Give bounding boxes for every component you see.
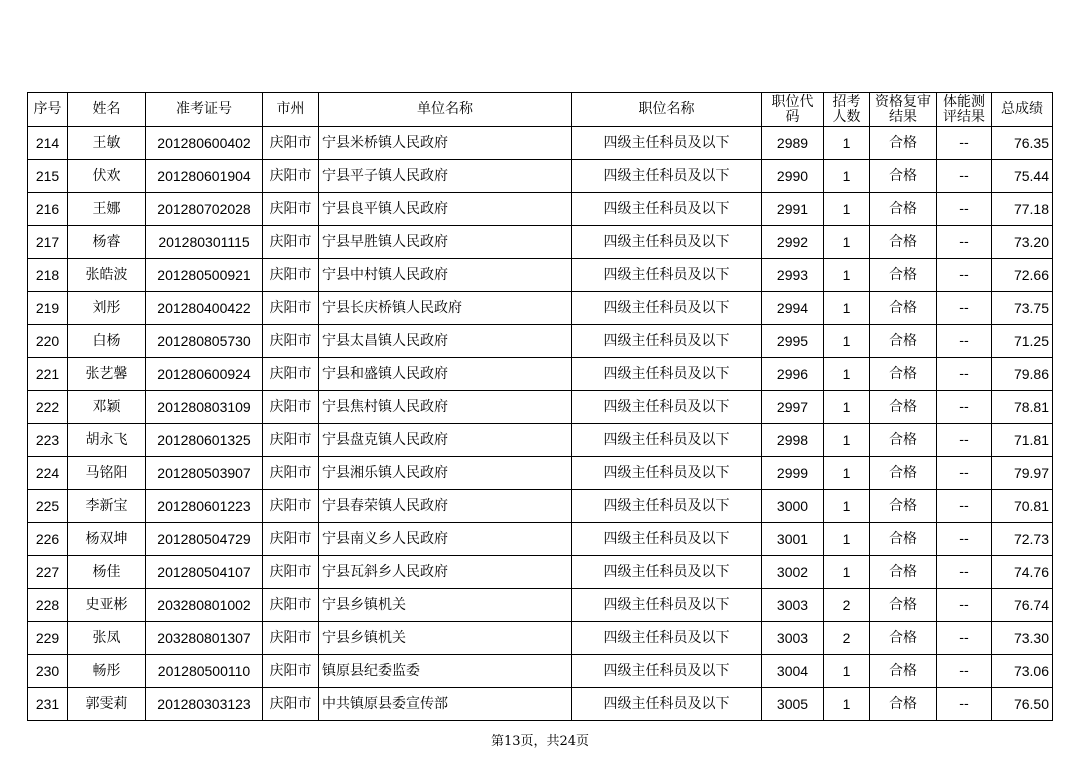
table-row [28, 622, 1053, 655]
cell-position-name: 四级主任科员及以下 [572, 292, 762, 325]
cell-position-name: 四级主任科员及以下 [572, 358, 762, 391]
cell-name: 张艺馨 [68, 358, 146, 391]
cell-fitness-result: -- [937, 523, 992, 556]
cell-unit-name: 中共镇原县委宣传部 [319, 688, 572, 721]
cell-fitness-result: -- [937, 193, 992, 226]
cell-city: 庆阳市 [263, 193, 319, 226]
cell-position-name: 四级主任科员及以下 [572, 160, 762, 193]
cell-fitness-result: -- [937, 127, 992, 160]
cell-total-score: 77.18 [992, 193, 1053, 226]
cell-unit-name: 宁县长庆桥镇人民政府 [319, 292, 572, 325]
cell-city: 庆阳市 [263, 391, 319, 424]
cell-name: 邓颖 [68, 391, 146, 424]
cell-qualification-result: 合格 [870, 589, 937, 622]
cell-fitness-result: -- [937, 589, 992, 622]
header-row [28, 93, 1053, 127]
cell-recruit-count: 1 [824, 490, 870, 523]
cell-exam-id: 201280805730 [146, 325, 263, 358]
col-header-seq: 序号 [28, 93, 68, 127]
cell-name: 胡永飞 [68, 424, 146, 457]
cell-unit-name: 宁县和盛镇人民政府 [319, 358, 572, 391]
cell-fitness-result: -- [937, 655, 992, 688]
cell-exam-id: 201280803109 [146, 391, 263, 424]
cell-exam-id: 201280303123 [146, 688, 263, 721]
cell-total-score: 73.30 [992, 622, 1053, 655]
table-row [28, 457, 1053, 490]
cell-unit-name: 镇原县纪委监委 [319, 655, 572, 688]
cell-city: 庆阳市 [263, 490, 319, 523]
cell-seq: 228 [28, 589, 68, 622]
cell-position-name: 四级主任科员及以下 [572, 127, 762, 160]
cell-name: 张凤 [68, 622, 146, 655]
cell-total-score: 71.25 [992, 325, 1053, 358]
table-row [28, 127, 1053, 160]
cell-position-name: 四级主任科员及以下 [572, 424, 762, 457]
cell-unit-name: 宁县乡镇机关 [319, 622, 572, 655]
cell-fitness-result: -- [937, 160, 992, 193]
cell-position-code: 3004 [762, 655, 824, 688]
cell-unit-name: 宁县中村镇人民政府 [319, 259, 572, 292]
cell-unit-name: 宁县春荣镇人民政府 [319, 490, 572, 523]
cell-city: 庆阳市 [263, 292, 319, 325]
table-row [28, 226, 1053, 259]
col-header-total-score: 总成绩 [992, 93, 1053, 127]
cell-position-code: 3000 [762, 490, 824, 523]
cell-unit-name: 宁县瓦斜乡人民政府 [319, 556, 572, 589]
cell-exam-id: 201280600924 [146, 358, 263, 391]
cell-seq: 227 [28, 556, 68, 589]
table-body [28, 127, 1053, 721]
cell-exam-id: 203280801002 [146, 589, 263, 622]
col-header-position-code: 职位代码 [762, 93, 824, 127]
cell-name: 马铭阳 [68, 457, 146, 490]
cell-total-score: 73.06 [992, 655, 1053, 688]
cell-position-name: 四级主任科员及以下 [572, 622, 762, 655]
cell-exam-id: 201280400422 [146, 292, 263, 325]
cell-total-score: 76.74 [992, 589, 1053, 622]
cell-total-score: 70.81 [992, 490, 1053, 523]
cell-unit-name: 宁县良平镇人民政府 [319, 193, 572, 226]
cell-position-name: 四级主任科员及以下 [572, 259, 762, 292]
cell-position-code: 2989 [762, 127, 824, 160]
cell-seq: 217 [28, 226, 68, 259]
cell-name: 王娜 [68, 193, 146, 226]
cell-position-name: 四级主任科员及以下 [572, 688, 762, 721]
cell-city: 庆阳市 [263, 589, 319, 622]
cell-seq: 220 [28, 325, 68, 358]
cell-qualification-result: 合格 [870, 259, 937, 292]
cell-seq: 226 [28, 523, 68, 556]
cell-fitness-result: -- [937, 259, 992, 292]
cell-unit-name: 宁县南义乡人民政府 [319, 523, 572, 556]
col-header-position-name: 职位名称 [572, 93, 762, 127]
cell-position-code: 3005 [762, 688, 824, 721]
cell-total-score: 73.75 [992, 292, 1053, 325]
cell-unit-name: 宁县太昌镇人民政府 [319, 325, 572, 358]
cell-exam-id: 201280500110 [146, 655, 263, 688]
cell-city: 庆阳市 [263, 259, 319, 292]
cell-name: 杨佳 [68, 556, 146, 589]
cell-position-code: 3002 [762, 556, 824, 589]
cell-recruit-count: 1 [824, 556, 870, 589]
cell-position-code: 2994 [762, 292, 824, 325]
cell-name: 刘彤 [68, 292, 146, 325]
col-header-city: 市州 [263, 93, 319, 127]
cell-city: 庆阳市 [263, 424, 319, 457]
col-header-fitness-result: 体能测评结果 [937, 93, 992, 127]
cell-total-score: 76.50 [992, 688, 1053, 721]
cell-unit-name: 宁县米桥镇人民政府 [319, 127, 572, 160]
cell-seq: 214 [28, 127, 68, 160]
cell-recruit-count: 1 [824, 523, 870, 556]
cell-seq: 216 [28, 193, 68, 226]
col-header-exam-id: 准考证号 [146, 93, 263, 127]
cell-total-score: 72.66 [992, 259, 1053, 292]
cell-recruit-count: 1 [824, 655, 870, 688]
cell-position-name: 四级主任科员及以下 [572, 226, 762, 259]
page-footer: 第13页，共24页 [490, 734, 590, 749]
cell-qualification-result: 合格 [870, 292, 937, 325]
col-header-unit-name: 单位名称 [319, 93, 572, 127]
cell-fitness-result: -- [937, 457, 992, 490]
cell-qualification-result: 合格 [870, 424, 937, 457]
cell-city: 庆阳市 [263, 457, 319, 490]
cell-qualification-result: 合格 [870, 127, 937, 160]
cell-total-score: 79.97 [992, 457, 1053, 490]
cell-recruit-count: 1 [824, 259, 870, 292]
cell-recruit-count: 2 [824, 622, 870, 655]
table-row [28, 490, 1053, 523]
cell-name: 杨睿 [68, 226, 146, 259]
cell-fitness-result: -- [937, 226, 992, 259]
table-row [28, 556, 1053, 589]
cell-recruit-count: 2 [824, 589, 870, 622]
cell-exam-id: 201280600402 [146, 127, 263, 160]
cell-seq: 231 [28, 688, 68, 721]
table-row [28, 259, 1053, 292]
cell-total-score: 79.86 [992, 358, 1053, 391]
col-header-recruit-count: 招考人数 [824, 93, 870, 127]
cell-qualification-result: 合格 [870, 655, 937, 688]
cell-seq: 218 [28, 259, 68, 292]
cell-unit-name: 宁县盘克镇人民政府 [319, 424, 572, 457]
cell-qualification-result: 合格 [870, 391, 937, 424]
cell-exam-id: 203280801307 [146, 622, 263, 655]
col-header-qualification-result: 资格复审结果 [870, 93, 937, 127]
cell-name: 王敏 [68, 127, 146, 160]
cell-name: 张皓波 [68, 259, 146, 292]
cell-seq: 221 [28, 358, 68, 391]
cell-city: 庆阳市 [263, 556, 319, 589]
cell-position-code: 2996 [762, 358, 824, 391]
cell-exam-id: 201280503907 [146, 457, 263, 490]
cell-name: 杨双坤 [68, 523, 146, 556]
cell-position-code: 3003 [762, 589, 824, 622]
cell-fitness-result: -- [937, 490, 992, 523]
cell-seq: 222 [28, 391, 68, 424]
cell-qualification-result: 合格 [870, 160, 937, 193]
cell-recruit-count: 1 [824, 292, 870, 325]
cell-total-score: 74.76 [992, 556, 1053, 589]
cell-name: 李新宝 [68, 490, 146, 523]
cell-city: 庆阳市 [263, 655, 319, 688]
cell-position-name: 四级主任科员及以下 [572, 556, 762, 589]
cell-recruit-count: 1 [824, 457, 870, 490]
cell-city: 庆阳市 [263, 358, 319, 391]
cell-fitness-result: -- [937, 292, 992, 325]
cell-city: 庆阳市 [263, 127, 319, 160]
cell-recruit-count: 1 [824, 391, 870, 424]
col-header-name: 姓名 [68, 93, 146, 127]
table-row [28, 391, 1053, 424]
cell-position-name: 四级主任科员及以下 [572, 490, 762, 523]
cell-qualification-result: 合格 [870, 226, 937, 259]
cell-city: 庆阳市 [263, 622, 319, 655]
cell-position-name: 四级主任科员及以下 [572, 193, 762, 226]
cell-recruit-count: 1 [824, 127, 870, 160]
cell-total-score: 78.81 [992, 391, 1053, 424]
cell-recruit-count: 1 [824, 424, 870, 457]
cell-name: 畅彤 [68, 655, 146, 688]
table-row [28, 424, 1053, 457]
cell-seq: 224 [28, 457, 68, 490]
cell-position-name: 四级主任科员及以下 [572, 655, 762, 688]
cell-qualification-result: 合格 [870, 457, 937, 490]
cell-exam-id: 201280702028 [146, 193, 263, 226]
cell-qualification-result: 合格 [870, 556, 937, 589]
cell-unit-name: 宁县湘乐镇人民政府 [319, 457, 572, 490]
cell-seq: 230 [28, 655, 68, 688]
cell-qualification-result: 合格 [870, 325, 937, 358]
cell-exam-id: 201280504729 [146, 523, 263, 556]
cell-total-score: 75.44 [992, 160, 1053, 193]
cell-name: 白杨 [68, 325, 146, 358]
cell-city: 庆阳市 [263, 523, 319, 556]
cell-recruit-count: 1 [824, 226, 870, 259]
cell-total-score: 76.35 [992, 127, 1053, 160]
cell-qualification-result: 合格 [870, 622, 937, 655]
cell-fitness-result: -- [937, 325, 992, 358]
cell-name: 史亚彬 [68, 589, 146, 622]
cell-fitness-result: -- [937, 358, 992, 391]
cell-total-score: 72.73 [992, 523, 1053, 556]
table-row [28, 688, 1053, 721]
cell-fitness-result: -- [937, 622, 992, 655]
cell-exam-id: 201280301115 [146, 226, 263, 259]
cell-unit-name: 宁县焦村镇人民政府 [319, 391, 572, 424]
cell-unit-name: 宁县早胜镇人民政府 [319, 226, 572, 259]
cell-recruit-count: 1 [824, 193, 870, 226]
table-row [28, 589, 1053, 622]
cell-position-code: 2997 [762, 391, 824, 424]
cell-exam-id: 201280601904 [146, 160, 263, 193]
cell-seq: 229 [28, 622, 68, 655]
cell-exam-id: 201280601325 [146, 424, 263, 457]
table-row [28, 358, 1053, 391]
table-row [28, 193, 1053, 226]
cell-seq: 225 [28, 490, 68, 523]
cell-position-code: 2993 [762, 259, 824, 292]
cell-position-name: 四级主任科员及以下 [572, 523, 762, 556]
cell-city: 庆阳市 [263, 325, 319, 358]
table-row [28, 655, 1053, 688]
cell-seq: 219 [28, 292, 68, 325]
cell-city: 庆阳市 [263, 160, 319, 193]
table-row [28, 325, 1053, 358]
cell-exam-id: 201280500921 [146, 259, 263, 292]
cell-city: 庆阳市 [263, 688, 319, 721]
cell-seq: 215 [28, 160, 68, 193]
cell-qualification-result: 合格 [870, 523, 937, 556]
cell-name: 郭雯莉 [68, 688, 146, 721]
cell-qualification-result: 合格 [870, 490, 937, 523]
cell-exam-id: 201280601223 [146, 490, 263, 523]
cell-fitness-result: -- [937, 556, 992, 589]
cell-qualification-result: 合格 [870, 688, 937, 721]
cell-recruit-count: 1 [824, 325, 870, 358]
cell-position-code: 2998 [762, 424, 824, 457]
cell-position-code: 2995 [762, 325, 824, 358]
cell-position-code: 3003 [762, 622, 824, 655]
cell-position-name: 四级主任科员及以下 [572, 457, 762, 490]
cell-total-score: 71.81 [992, 424, 1053, 457]
cell-city: 庆阳市 [263, 226, 319, 259]
table-row [28, 523, 1053, 556]
cell-position-code: 2992 [762, 226, 824, 259]
cell-position-code: 2999 [762, 457, 824, 490]
score-table [27, 92, 1053, 721]
cell-position-name: 四级主任科员及以下 [572, 391, 762, 424]
cell-unit-name: 宁县平子镇人民政府 [319, 160, 572, 193]
cell-recruit-count: 1 [824, 160, 870, 193]
cell-position-code: 2991 [762, 193, 824, 226]
cell-fitness-result: -- [937, 391, 992, 424]
cell-position-code: 3001 [762, 523, 824, 556]
cell-unit-name: 宁县乡镇机关 [319, 589, 572, 622]
cell-name: 伏欢 [68, 160, 146, 193]
cell-seq: 223 [28, 424, 68, 457]
cell-exam-id: 201280504107 [146, 556, 263, 589]
table-row [28, 160, 1053, 193]
cell-total-score: 73.20 [992, 226, 1053, 259]
cell-position-code: 2990 [762, 160, 824, 193]
cell-position-name: 四级主任科员及以下 [572, 589, 762, 622]
cell-fitness-result: -- [937, 688, 992, 721]
cell-qualification-result: 合格 [870, 193, 937, 226]
table-row [28, 292, 1053, 325]
cell-qualification-result: 合格 [870, 358, 937, 391]
cell-position-name: 四级主任科员及以下 [572, 325, 762, 358]
cell-recruit-count: 1 [824, 358, 870, 391]
cell-recruit-count: 1 [824, 688, 870, 721]
cell-fitness-result: -- [937, 424, 992, 457]
